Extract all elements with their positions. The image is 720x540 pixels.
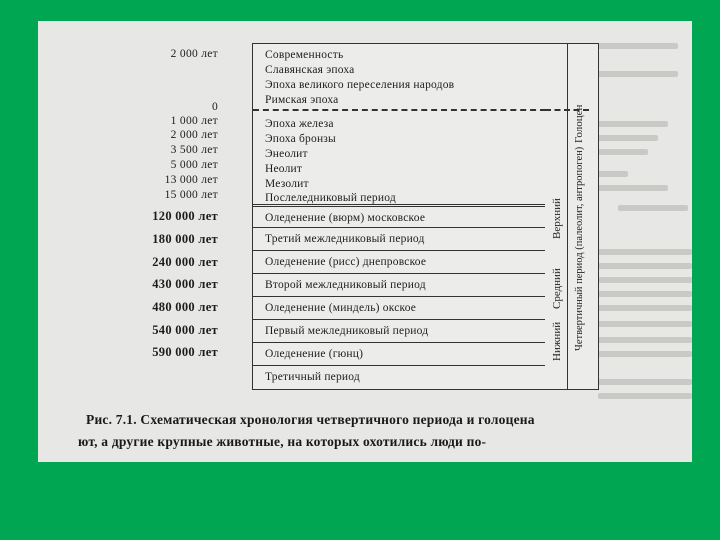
table-row: [253, 296, 546, 319]
lower-label: Нижний: [551, 321, 563, 361]
table-row-label: Эпоха железа: [265, 118, 334, 130]
table-row-label: Эпоха бронзы: [265, 133, 336, 145]
table-row: [253, 365, 546, 387]
age-label: 2 000 лет: [170, 129, 218, 141]
age-label: 590 000 лет: [152, 345, 218, 359]
caption-line: Рис. 7.1. Схематическая хронология четвертичного периода и голоцена: [86, 412, 535, 427]
age-label: 3 500 лет: [170, 144, 218, 156]
middle-label: Средний: [551, 268, 563, 309]
age-label: 0: [211, 101, 218, 113]
table-row-label: Неолит: [265, 163, 303, 175]
age-label: 240 000 лет: [152, 255, 218, 269]
age-label: 2 000 лет: [170, 48, 218, 60]
holocene-label: Голоцен: [573, 104, 585, 143]
table-row-label: Эпоха великого переселения народов: [265, 79, 455, 91]
table-row: [253, 227, 546, 250]
table-row-label: Третий межледниковый период: [265, 233, 425, 245]
quaternary-label: Четвертичный период (палеолит, антропоген): [574, 146, 585, 351]
age-label: 180 000 лет: [152, 232, 218, 246]
caption-line: ют, а другие крупные животные, на которых охотились люди по-: [78, 434, 487, 449]
table-row-label: Второй межледниковый период: [265, 279, 426, 291]
table-row: [253, 273, 546, 296]
age-label: 120 000 лет: [152, 209, 218, 223]
age-label: 5 000 лет: [170, 159, 218, 171]
historic-block: [253, 44, 546, 109]
age-label: 430 000 лет: [152, 277, 218, 291]
table-row-label: Энеолит: [265, 148, 308, 160]
chronology-table: [252, 43, 547, 390]
table-row-label: Славянская эпоха: [265, 64, 355, 76]
age-label: 540 000 лет: [152, 323, 218, 337]
table-row-label: Мезолит: [265, 178, 309, 190]
age-label: 480 000 лет: [152, 300, 218, 314]
table-row: [253, 342, 546, 365]
table-row-label: Оледенение (вюрм) московское: [265, 212, 426, 224]
book-page-scan: [38, 21, 692, 462]
table-row-label: Оледенение (миндель) окское: [265, 302, 417, 314]
age-label: 13 000 лет: [164, 174, 218, 186]
figure-caption: [78, 409, 686, 453]
table-row-label: Оледенение (гюнц): [265, 348, 364, 360]
table-row: [253, 319, 546, 342]
table-row-label: Римская эпоха: [265, 94, 339, 106]
table-row-label: Оледенение (рисс) днепровское: [265, 256, 427, 268]
table-row-label: Послеледниковый период: [265, 192, 396, 204]
holocene-block: [253, 109, 546, 204]
upper-label: Верхний: [551, 198, 563, 239]
age-label: 1 000 лет: [170, 115, 218, 127]
table-row-label: Первый межледниковый период: [265, 325, 429, 337]
table-row-label: Современность: [265, 49, 344, 61]
table-row: [253, 250, 546, 273]
age-label: 15 000 лет: [164, 189, 218, 201]
table-row-label: Третичный период: [265, 371, 360, 383]
table-row: [253, 204, 546, 227]
